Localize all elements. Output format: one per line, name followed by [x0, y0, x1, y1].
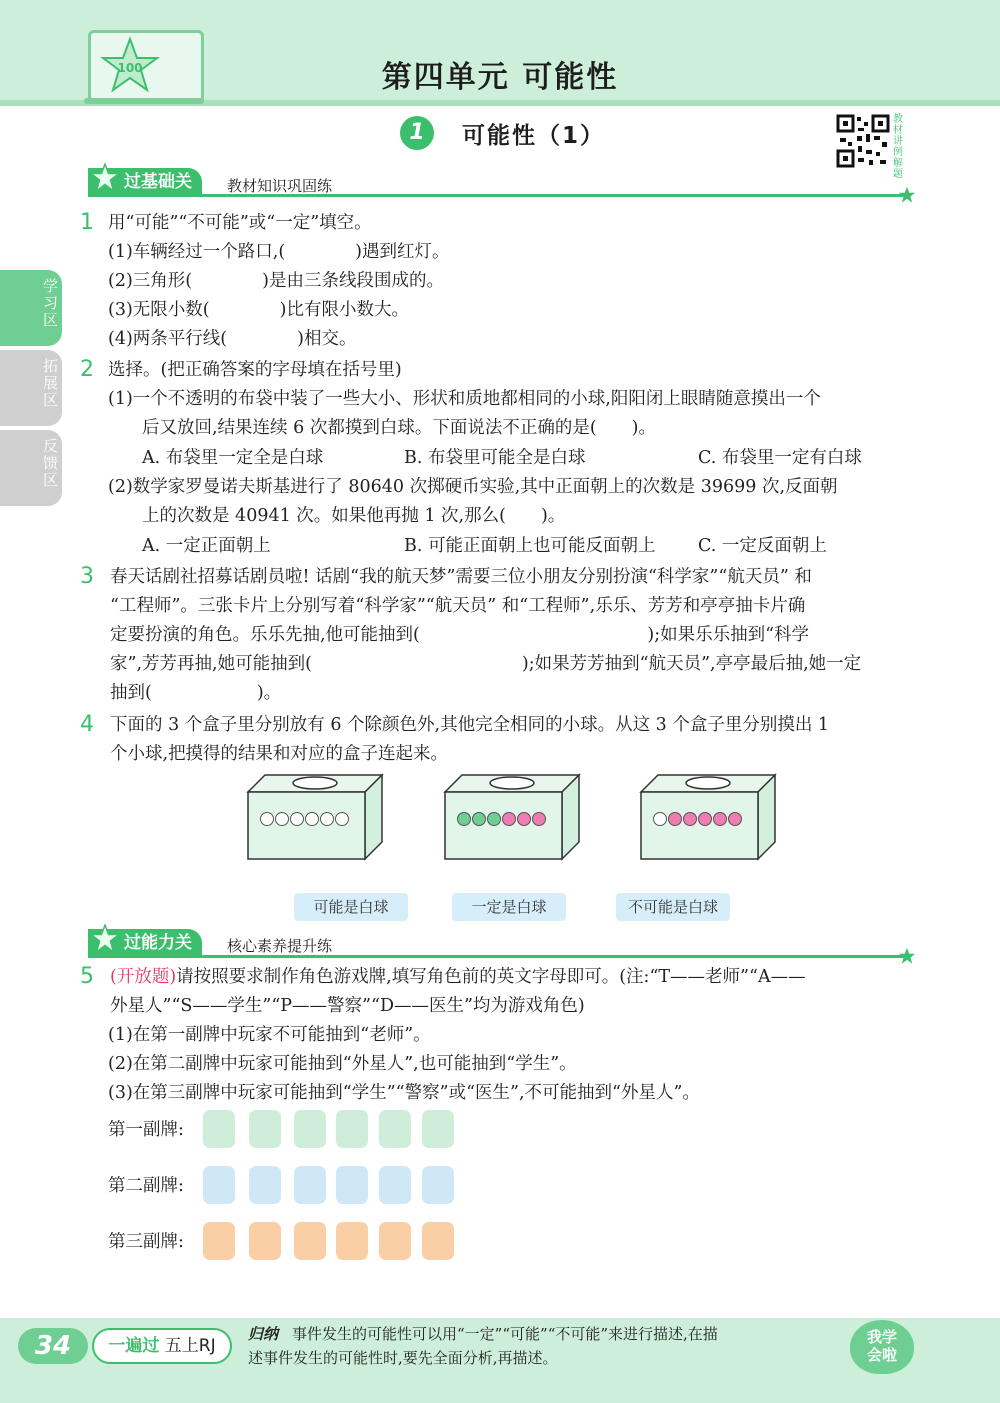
q5-line2: 外星人”“S——学生”“P——警察”“D——医生”均为游戏角色): [110, 996, 585, 1016]
side-tab-label: 反馈区: [41, 438, 59, 489]
qr-code-icon[interactable]: [836, 114, 890, 168]
q3-line: 春天话剧社招募话剧员啦! 话剧“我的航天梦”需要三位小朋友分别扮演“科学家”“航天员” 和: [110, 567, 812, 587]
q5-item: (3)在第三副牌中玩家可能抽到“学生”“警察”或“医生”,不可能抽到“外星人”。: [108, 1083, 700, 1103]
box-opening: [293, 777, 337, 789]
ball-green: [473, 813, 486, 826]
ball-box-2: [442, 772, 582, 862]
learned-badge: [850, 1320, 914, 1374]
q2-option: C. 一定反面朝上: [698, 536, 827, 556]
summary-text: 事件发生的可能性可以用“一定”“可能”“不可能”来进行描述,在描: [292, 1325, 718, 1343]
q2-option: A. 布袋里一定全是白球: [142, 448, 324, 468]
deck3-card[interactable]: [422, 1222, 454, 1260]
summary-line2: 述事件发生的可能性时,要先全面分析,再描述。: [248, 1349, 558, 1367]
deck1-card[interactable]: [203, 1110, 235, 1148]
deck1-card[interactable]: [336, 1110, 368, 1148]
question-number: 4: [80, 712, 94, 737]
summary-label: 归纳: [248, 1325, 279, 1343]
deck1-card[interactable]: [294, 1110, 326, 1148]
open-question-tag: (开放题): [110, 967, 177, 987]
q5-line1-text: 请按照要求制作角色游戏牌,填写角色前的英文字母即可。(注:“T——老师”“A——: [176, 967, 806, 987]
deck2-card[interactable]: [249, 1166, 281, 1204]
q4-line: 下面的 3 个盒子里分别放有 6 个除颜色外,其他完全相同的小球。从这 3 个盒子里分别摸出 1: [110, 715, 830, 735]
answer-option[interactable]: 一定是白球: [452, 893, 566, 921]
q2-stem: 选择。(把正确答案的字母填在括号里): [108, 360, 402, 380]
ball-green: [458, 813, 471, 826]
question-number: 3: [80, 564, 94, 589]
deck-label: 第一副牌:: [108, 1120, 184, 1140]
ball-white: [291, 813, 304, 826]
ball-pink: [533, 813, 546, 826]
ball-white: [654, 813, 667, 826]
q2-option: A. 一定正面朝上: [142, 536, 271, 556]
q3-line: “工程师”。三张卡片上分别写着“科学家”“航天员” 和“工程师”,乐乐、芳芳和亭亭抽卡片确: [110, 596, 806, 616]
unit-title: 第四单元 可能性: [381, 60, 619, 95]
question-number: 2: [80, 357, 94, 382]
lesson-title: 可能性（1）: [462, 123, 606, 149]
deck2-card[interactable]: [294, 1166, 326, 1204]
q2-part2-line: 上的次数是 40941 次。如果他再抛 1 次,那么( )。: [142, 506, 566, 526]
deck2-card[interactable]: [203, 1166, 235, 1204]
q2-part1-line: (1)一个不透明的布袋中装了一些大小、形状和质地都相同的小球,阳阳闭上眼睛随意摸出一个: [108, 389, 821, 409]
ball-pink: [518, 813, 531, 826]
deck2-card[interactable]: [379, 1166, 411, 1204]
q5-item: (2)在第二副牌中玩家可能抽到“外星人”,也可能抽到“学生”。: [108, 1054, 577, 1074]
side-tab-label: 学习区: [41, 278, 59, 329]
deck3-card[interactable]: [336, 1222, 368, 1260]
q1-item: (4)两条平行线( )相交。: [108, 329, 357, 349]
ball-pink: [714, 813, 727, 826]
q3-line: 定要扮演的角色。乐乐先抽,他可能抽到( );如果乐乐抽到“科学: [110, 625, 810, 645]
deck-label: 第二副牌:: [108, 1176, 184, 1196]
section-subtitle-ability: 核心素养提升练: [227, 937, 333, 955]
page-number: 34: [18, 1328, 88, 1364]
section-underline: [88, 955, 910, 958]
question-number: 1: [80, 210, 94, 235]
ball-pink: [503, 813, 516, 826]
side-tab-feedback[interactable]: [0, 430, 62, 506]
q2-part1-line: 后又放回,结果连续 6 次都摸到白球。下面说法不正确的是( )。: [142, 418, 656, 438]
q2-option: C. 布袋里一定有白球: [698, 448, 862, 468]
q4-line: 个小球,把摸得的结果和对应的盒子连起来。: [110, 744, 449, 764]
badge-text: 我学会啦: [866, 1328, 897, 1364]
ball-box-1: [245, 772, 385, 862]
ball-pink: [669, 813, 682, 826]
qr-label: 教材讲例解题: [893, 114, 903, 180]
box-opening: [686, 777, 730, 789]
q3-line: 家”,芳芳再抽,她可能抽到( );如果芳芳抽到“航天员”,亭亭最后抽,她一定: [110, 654, 862, 674]
section-title-basic: 过基础关: [88, 168, 202, 196]
section-subtitle-basic: 教材知识巩固练: [227, 177, 333, 195]
section-star-icon: [90, 163, 120, 193]
ball-white: [306, 813, 319, 826]
brand-label: [92, 1328, 232, 1364]
deck1-card[interactable]: [249, 1110, 281, 1148]
side-tab-label: 拓展区: [41, 358, 59, 409]
side-tab-extend[interactable]: [0, 350, 62, 426]
q5-item: (1)在第一副牌中玩家不可能抽到“老师”。: [108, 1025, 431, 1045]
section-title-ability: 过能力关: [88, 929, 202, 957]
q2-option: B. 可能正面朝上也可能反面朝上: [404, 536, 656, 556]
star-icon: [898, 947, 916, 965]
lesson-number-badge: 1: [400, 116, 434, 150]
q1-item: (2)三角形( )是由三条线段围成的。: [108, 271, 444, 291]
answer-option[interactable]: 可能是白球: [294, 893, 408, 921]
svg-text:100: 100: [117, 61, 143, 75]
box-opening: [490, 777, 534, 789]
section-underline: [88, 194, 910, 197]
deck-label: 第三副牌:: [108, 1232, 184, 1252]
ball-pink: [699, 813, 712, 826]
section-star-icon: [90, 924, 120, 954]
deck2-card[interactable]: [336, 1166, 368, 1204]
brand-grade: 五上RJ: [164, 1336, 216, 1356]
deck1-card[interactable]: [422, 1110, 454, 1148]
ball-pink: [729, 813, 742, 826]
ball-box-3: [638, 772, 778, 862]
q2-option: B. 布袋里可能全是白球: [404, 448, 586, 468]
q5-line1: [110, 966, 806, 988]
blackboard-stand: [84, 98, 204, 104]
q1-stem: 用“可能”“不可能”或“一定”填空。: [108, 213, 372, 233]
star-mascot-icon: [100, 36, 160, 96]
deck1-card[interactable]: [379, 1110, 411, 1148]
deck3-card[interactable]: [203, 1222, 235, 1260]
q2-part2-line: (2)数学家罗曼诺夫斯基进行了 80640 次掷硬币实验,其中正面朝上的次数是 39699 次,反面朝: [108, 477, 838, 497]
brand-name: 一遍过: [108, 1336, 160, 1356]
deck2-card[interactable]: [422, 1166, 454, 1204]
side-tab-study[interactable]: [0, 270, 62, 346]
summary-line1: [248, 1322, 718, 1346]
deck3-card[interactable]: [294, 1222, 326, 1260]
ball-green: [488, 813, 501, 826]
star-icon: [898, 186, 916, 204]
ball-pink: [684, 813, 697, 826]
deck3-card[interactable]: [249, 1222, 281, 1260]
ball-white: [261, 813, 274, 826]
q1-item: (1)车辆经过一个路口,( )遇到红灯。: [108, 242, 450, 262]
question-number: 5: [80, 964, 94, 989]
deck3-card[interactable]: [379, 1222, 411, 1260]
ball-white: [321, 813, 334, 826]
q1-item: (3)无限小数( )比有限小数大。: [108, 300, 409, 320]
answer-option[interactable]: 不可能是白球: [616, 893, 730, 921]
ball-white: [276, 813, 289, 826]
ball-white: [336, 813, 349, 826]
q3-line: 抽到( )。: [110, 683, 282, 703]
